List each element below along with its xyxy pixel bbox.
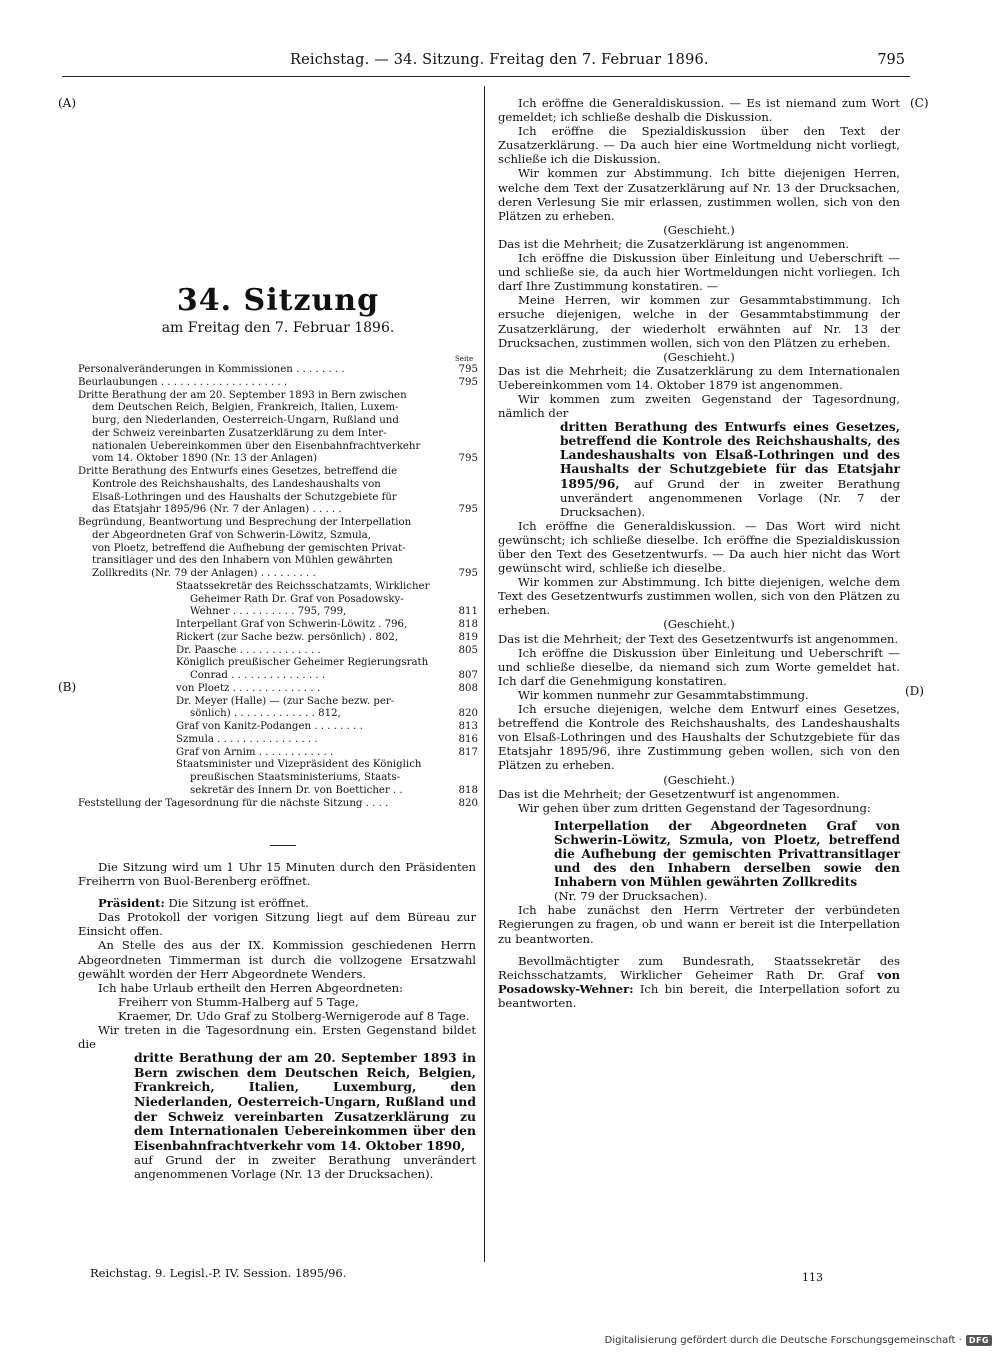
- toc-entry: [78, 453, 478, 466]
- toc-seite-label: Seite: [455, 355, 474, 363]
- running-header: [80, 52, 905, 74]
- toc-entry-text: das Etatsjahr 1895/96 (Nr. 7 der Anlagen) . . . . .: [92, 504, 342, 516]
- header-rule: [62, 76, 910, 77]
- speaker-text: Ich bin bereit, die Interpellation sofort zu beantworten.: [498, 981, 900, 1010]
- right-paragraph: Ich eröffne die Generaldiskussion. — Das Wort wird nicht gewünscht; ich schließe dieselbe. Ich eröffne die Spezialdiskussion über den Text des Gesetzentwurfs. — Da auch hier nicht das Wort gewünscht wird, schließe ich dieselbe.: [498, 518, 900, 576]
- right-paragraph: Wir kommen zum zweiten Gegenstand der Tagesordnung, nämlich der: [498, 391, 900, 421]
- toc-entry: [78, 402, 478, 415]
- toc-entry: [78, 683, 478, 696]
- toc-entry: [78, 364, 478, 377]
- agenda-item-3-note: (Nr. 79 der Drucksachen).: [554, 889, 708, 904]
- toc-entry-page: 817: [458, 746, 478, 758]
- president-paragraph: [78, 896, 476, 910]
- toc-entry: [78, 632, 478, 645]
- margin-mark-a: (A): [58, 96, 77, 110]
- toc-entry-text: dem Deutschen Reich, Belgien, Frankreich, Italien, Luxem-: [92, 402, 399, 414]
- toc-entry-text: Geheimer Rath Dr. Graf von Posadowsky-: [190, 593, 404, 605]
- sheet-number: 113: [802, 1271, 823, 1284]
- toc-entry-page: 795: [458, 568, 478, 579]
- toc-entry-text: Elsaß-Lothringen und des Haushalts der Schutzgebiete für: [92, 491, 397, 503]
- margin-mark-c: (C): [910, 96, 929, 110]
- toc-entry: [78, 428, 478, 441]
- toc-entry-page: 795: [458, 453, 478, 465]
- toc-entry-text: Kontrole des Reichshaushalts, des Landeshaushalts von: [92, 478, 381, 490]
- toc-entry-text: Königlich preußischer Geheimer Regierungsrath: [176, 657, 429, 669]
- toc-entry-text: Staatssekretär des Reichsschatzamts, Wirklicher: [176, 580, 430, 592]
- toc-entry-page: 820: [458, 708, 478, 720]
- toc-entry-text: vom 14. Oktober 1890 (Nr. 13 der Anlagen): [92, 453, 318, 465]
- toc-entry-page: 819: [458, 631, 478, 643]
- agenda-item-1: dritte Berathung der am 20. September 1893 in Bern zwischen dem Deutschen Reich, Belgien, Frankreich, Italien, Luxemburg, den Niederlanden, Oesterreich-Ungarn, Rußland und der Schweiz vereinbarten Zusatzerklärung zu dem Internationalen Uebereinkommen über den Eisenbahnfrachtverkehr vom 14. Oktober 1890,: [134, 1050, 476, 1153]
- right-paragraph: Meine Herren, wir kommen zur Gesammtabstimmung. Ich ersuche diejenigen, welche in der Gesammtabstimmung der Zusatzerklärung, der wiederholt erwähnten auf Nr. 13 der Drucksachen, zustimmen wollen, sich von den Plätzen zu erheben.: [498, 293, 900, 350]
- toc-entry: [78, 568, 478, 581]
- agenda-item-2: [498, 420, 900, 519]
- margin-mark-b: (B): [58, 680, 77, 694]
- right-paragraph: Ich habe zunächst den Herrn Vertreter der verbündeten Regierungen zu fragen, ob und wann er bereit ist die Interpellation zu beantworten.: [498, 903, 900, 946]
- toc-entry: [78, 606, 478, 619]
- agenda-item-2-note: auf Grund der in zweiter Berathung unverändert angenommenen Vorlage (Nr. 7 der Drucksachen).: [560, 476, 900, 519]
- agenda-paragraph: Wir treten in die Tagesordnung ein. Ersten Gegenstand bildet die: [78, 1023, 476, 1052]
- toc-entry-text: Dr. Paasche . . . . . . . . . . . . .: [176, 644, 321, 656]
- toc-entry-text: Interpellant Graf von Schwerin-Löwitz . 796,: [176, 619, 408, 630]
- toc-entry-text: Staatsminister und Vizepräsident des Königlich: [176, 759, 422, 771]
- toc-entry-text: Begründung, Beantwortung und Besprechung der Interpellation: [78, 517, 412, 528]
- table-of-contents: [78, 364, 478, 810]
- toc-entry-text: von Ploetz . . . . . . . . . . . . . .: [176, 682, 321, 694]
- toc-entry-text: Dritte Berathung des Entwurfs eines Gesetzes, betreffend die: [78, 466, 398, 477]
- toc-entry: [78, 377, 478, 390]
- toc-entry: [78, 696, 478, 709]
- toc-entry-page: 795: [458, 376, 478, 388]
- right-paragraph: Das ist die Mehrheit; der Text des Gesetzentwurfs ist angenommen.: [498, 631, 899, 646]
- dfg-credit-text: Digitalisierung gefördert durch die Deutsche Forschungsgemeinschaft ·: [604, 1335, 962, 1346]
- toc-entry: [78, 721, 478, 734]
- toc-entry-text: Zollkredits (Nr. 79 der Anlagen) . . . . . . . . .: [92, 568, 316, 579]
- toc-entry: [78, 657, 478, 670]
- toc-entry-text: transitlager und des den Inhabern von Mühlen gewährten: [92, 555, 393, 567]
- toc-entry: [78, 772, 478, 785]
- session-title: 34. Sitzung: [176, 283, 380, 318]
- toc-entry-text: sönlich) . . . . . . . . . . . . . 812,: [190, 708, 341, 720]
- toc-entry: [78, 619, 478, 632]
- toc-entry: [78, 759, 478, 772]
- president-text: Die Sitzung ist eröffnet.: [164, 896, 309, 911]
- toc-entry-page: 795: [458, 504, 478, 516]
- stage-direction: (Geschieht.): [663, 222, 735, 237]
- toc-entry-page: 813: [458, 721, 478, 732]
- toc-entry-text: Conrad . . . . . . . . . . . . . . .: [190, 670, 326, 681]
- toc-entry: [78, 530, 478, 543]
- toc-entry-text: der Schweiz vereinbarten Zusatzerklärung zu dem Inter-: [92, 427, 387, 439]
- toc-entry: [78, 517, 478, 530]
- dfg-credit: [605, 1335, 992, 1346]
- left-body: [78, 860, 476, 1182]
- toc-entry: [78, 594, 478, 607]
- right-paragraph: Das ist die Mehrheit; die Zusatzerklärung ist angenommen.: [498, 236, 850, 251]
- toc-entry: [78, 415, 478, 428]
- stage-direction: (Geschieht.): [663, 772, 735, 787]
- session-subtitle: am Freitag den 7. Februar 1896.: [161, 320, 395, 336]
- column-divider: [484, 86, 485, 1262]
- toc-entry-text: preußischen Staatsministeriums, Staats-: [190, 772, 401, 783]
- right-paragraph: Wir kommen zur Abstimmung. Ich bitte diejenigen, welche dem Text des Gesetzentwurfs zustimmen wollen, sich von den Plätzen zu erheben.: [498, 575, 900, 618]
- right-paragraph: Ich eröffne die Diskussion über Einleitung und Ueberschrift — und schließe dieselbe, da niemand sich zum Worte gemeldet hat. Ich darf die Genehmigung konstatiren.: [498, 645, 900, 688]
- toc-entry: [78, 798, 478, 811]
- toc-entry: [78, 479, 478, 492]
- toc-entry-text: der Abgeordneten Graf von Schwerin-Löwitz, Szmula,: [92, 529, 371, 541]
- margin-mark-d: (D): [905, 684, 924, 698]
- toc-entry: [78, 492, 478, 505]
- toc-entry: [78, 555, 478, 568]
- leave-paragraph: Ich habe Urlaub ertheilt den Herren Abgeordneten:: [98, 980, 403, 995]
- agenda-item-3-title: Interpellation der Abgeordneten Graf von Schwerin-Löwitz, Szmula, von Ploetz, betreffend die Aufhebung der gemischten Privattransitlager und des den Inhabern derselben sowie den Inhabern von Mühlen gewährten Zollkredits: [554, 818, 900, 890]
- right-paragraph: Ich eröffne die Spezialdiskussion über den Text der Zusatzerklärung. — Da auch hier eine Wortmeldung nicht vorliegt, schließe ich die Diskussion.: [498, 124, 900, 167]
- header-page-number: 795: [877, 52, 905, 68]
- toc-entry-page: 818: [458, 784, 478, 796]
- toc-entry-text: Rickert (zur Sache bezw. persönlich) . 802,: [176, 631, 399, 643]
- toc-entry: [78, 670, 478, 683]
- agenda-item-1-note: auf Grund der in zweiter Berathung unverändert angenommenen Vorlage (Nr. 13 der Drucksachen).: [134, 1153, 476, 1182]
- toc-entry: [78, 581, 478, 594]
- toc-entry-page: 811: [458, 606, 478, 618]
- toc-entry: [78, 543, 478, 556]
- right-body: [498, 96, 900, 1010]
- speaker-label: Präsident:: [98, 896, 165, 911]
- toc-entry-page: 795: [458, 364, 478, 375]
- toc-entry-text: nationalen Uebereinkommen über den Eisenbahnfrachtverkehr: [92, 440, 421, 452]
- toc-entry-page: 807: [458, 670, 478, 681]
- toc-entry-text: Graf von Kanitz-Podangen . . . . . . . .: [176, 721, 363, 732]
- right-paragraph: Das ist die Mehrheit; die Zusatzerklärung zu dem Internationalen Uebereinkommen vom 14. Oktober 1879 ist angenommen.: [498, 363, 900, 392]
- right-paragraph: Wir gehen über zum dritten Gegenstand der Tagesordnung:: [518, 800, 871, 815]
- dfg-logo: DFG: [966, 1335, 992, 1346]
- toc-entry: [78, 645, 478, 658]
- toc-entry-page: 818: [458, 619, 478, 630]
- toc-entry: [78, 734, 478, 747]
- toc-entry-text: sekretär des Innern Dr. von Boetticher . .: [190, 784, 403, 796]
- toc-entry-text: Beurlaubungen . . . . . . . . . . . . . . . . . . . .: [78, 376, 288, 388]
- toc-entry-page: 808: [458, 682, 478, 694]
- toc-entry-page: 816: [458, 733, 478, 745]
- right-paragraph: Ich ersuche diejenigen, welche dem Entwurf eines Gesetzes, betreffend die Kontrole des Reichshaushalts, des Landeshaushalts von Elsaß-Lothringen und des Haushalts der Schutzgebiete für das Etatsjahr 1895/96, ihre Zustimmung geben wollen, sich von den Plätzen zu erheben.: [498, 702, 900, 773]
- toc-entry: [78, 466, 478, 479]
- protocol-paragraph: Das Protokoll der vorigen Sitzung liegt auf dem Büreau zur Einsicht offen.: [78, 910, 476, 939]
- separator-rule: [270, 845, 296, 846]
- toc-entry-text: Personalveränderungen in Kommissionen . . . . . . . .: [78, 364, 345, 375]
- opening-paragraph: Die Sitzung wird um 1 Uhr 15 Minuten durch den Präsidenten Freiherrn von Buol-Berenberg eröffnet.: [78, 860, 476, 889]
- toc-entry: [78, 504, 478, 517]
- speaker-name: von Posadowsky-Wehner:: [498, 967, 900, 996]
- speaker-intro: Bevollmächtigter zum Bundesrath, Staatssekretär des Reichsschatzamts, Wirklicher Geheimer Rath Dr. Graf: [498, 953, 900, 982]
- toc-entry-text: Graf von Arnim . . . . . . . . . . . .: [176, 746, 334, 758]
- right-paragraph: Ich eröffne die Diskussion über Einleitung und Ueberschrift — und schließe sie, da auch hier Wortmeldungen nicht vorliegen. Ich darf Ihre Zustimmung konstatiren. —: [498, 251, 900, 294]
- leave-item-1: Freiherr von Stumm-Halberg auf 5 Tage,: [118, 994, 359, 1009]
- stage-direction: (Geschieht.): [663, 617, 735, 632]
- agenda-item-2-title: dritten Berathung des Entwurfs eines Gesetzes, betreffend die Kontrole des Reichshaushalts, des Landeshaushalts von Elsaß-Lothringen und des Haushalts der Schutzgebiete für das Etatsjahr 1895/96,: [560, 420, 900, 491]
- toc-entry: [78, 390, 478, 403]
- toc-entry-page: 805: [458, 644, 478, 656]
- leave-item-2: Kraemer, Dr. Udo Graf zu Stolberg-Wernigerode auf 8 Tage.: [118, 1008, 470, 1023]
- speaker-paragraph: [498, 954, 900, 1010]
- agenda-item-3: [498, 819, 900, 904]
- volume-footer: Reichstag. 9. Legisl.-P. IV. Session. 1895/96.: [90, 1266, 347, 1280]
- right-paragraph: Wir kommen zur Abstimmung. Ich bitte diejenigen Herren, welche dem Text der Zusatzerklärung auf Nr. 13 der Drucksachen, deren Verlesung Sie mir erlassen, zustimmen wollen, sich von den Plätzen zu erheben.: [498, 166, 900, 223]
- toc-entry-text: Szmula . . . . . . . . . . . . . . . .: [176, 733, 318, 745]
- toc-entry-text: von Ploetz, betreffend die Aufhebung der gemischten Privat-: [92, 542, 406, 554]
- toc-entry-text: burg, den Niederlanden, Oesterreich-Ungarn, Rußland und: [92, 415, 399, 426]
- header-line: Reichstag. — 34. Sitzung. Freitag den 7. Februar 1896.: [290, 52, 709, 68]
- toc-entry: [78, 708, 478, 721]
- toc-entry: [78, 785, 478, 798]
- toc-entry: [78, 747, 478, 760]
- toc-entry: [78, 441, 478, 454]
- right-paragraph: Ich eröffne die Generaldiskussion. — Es ist niemand zum Wort gemeldet; ich schließe deshalb die Diskussion.: [498, 96, 900, 125]
- toc-entry-text: Dr. Meyer (Halle) — (zur Sache bezw. per-: [176, 695, 395, 707]
- toc-entry-text: Feststellung der Tagesordnung für die nächste Sitzung . . . .: [78, 797, 389, 809]
- stage-direction: (Geschieht.): [663, 349, 735, 364]
- right-paragraph: Wir kommen nunmehr zur Gesammtabstimmung.: [518, 687, 809, 702]
- commission-paragraph: An Stelle des aus der IX. Kommission geschiedenen Herrn Abgeordneten Timmerman ist durch die vollzogene Ersatzwahl gewählt worden der Herr Abgeordnete Wenders.: [78, 938, 476, 981]
- right-paragraph: Das ist die Mehrheit; der Gesetzentwurf ist angenommen.: [498, 786, 840, 801]
- toc-entry-text: Wehner . . . . . . . . . . 795, 799,: [190, 606, 347, 618]
- toc-entry-text: Dritte Berathung der am 20. September 1893 in Bern zwischen: [78, 389, 407, 401]
- toc-entry-page: 820: [458, 797, 478, 809]
